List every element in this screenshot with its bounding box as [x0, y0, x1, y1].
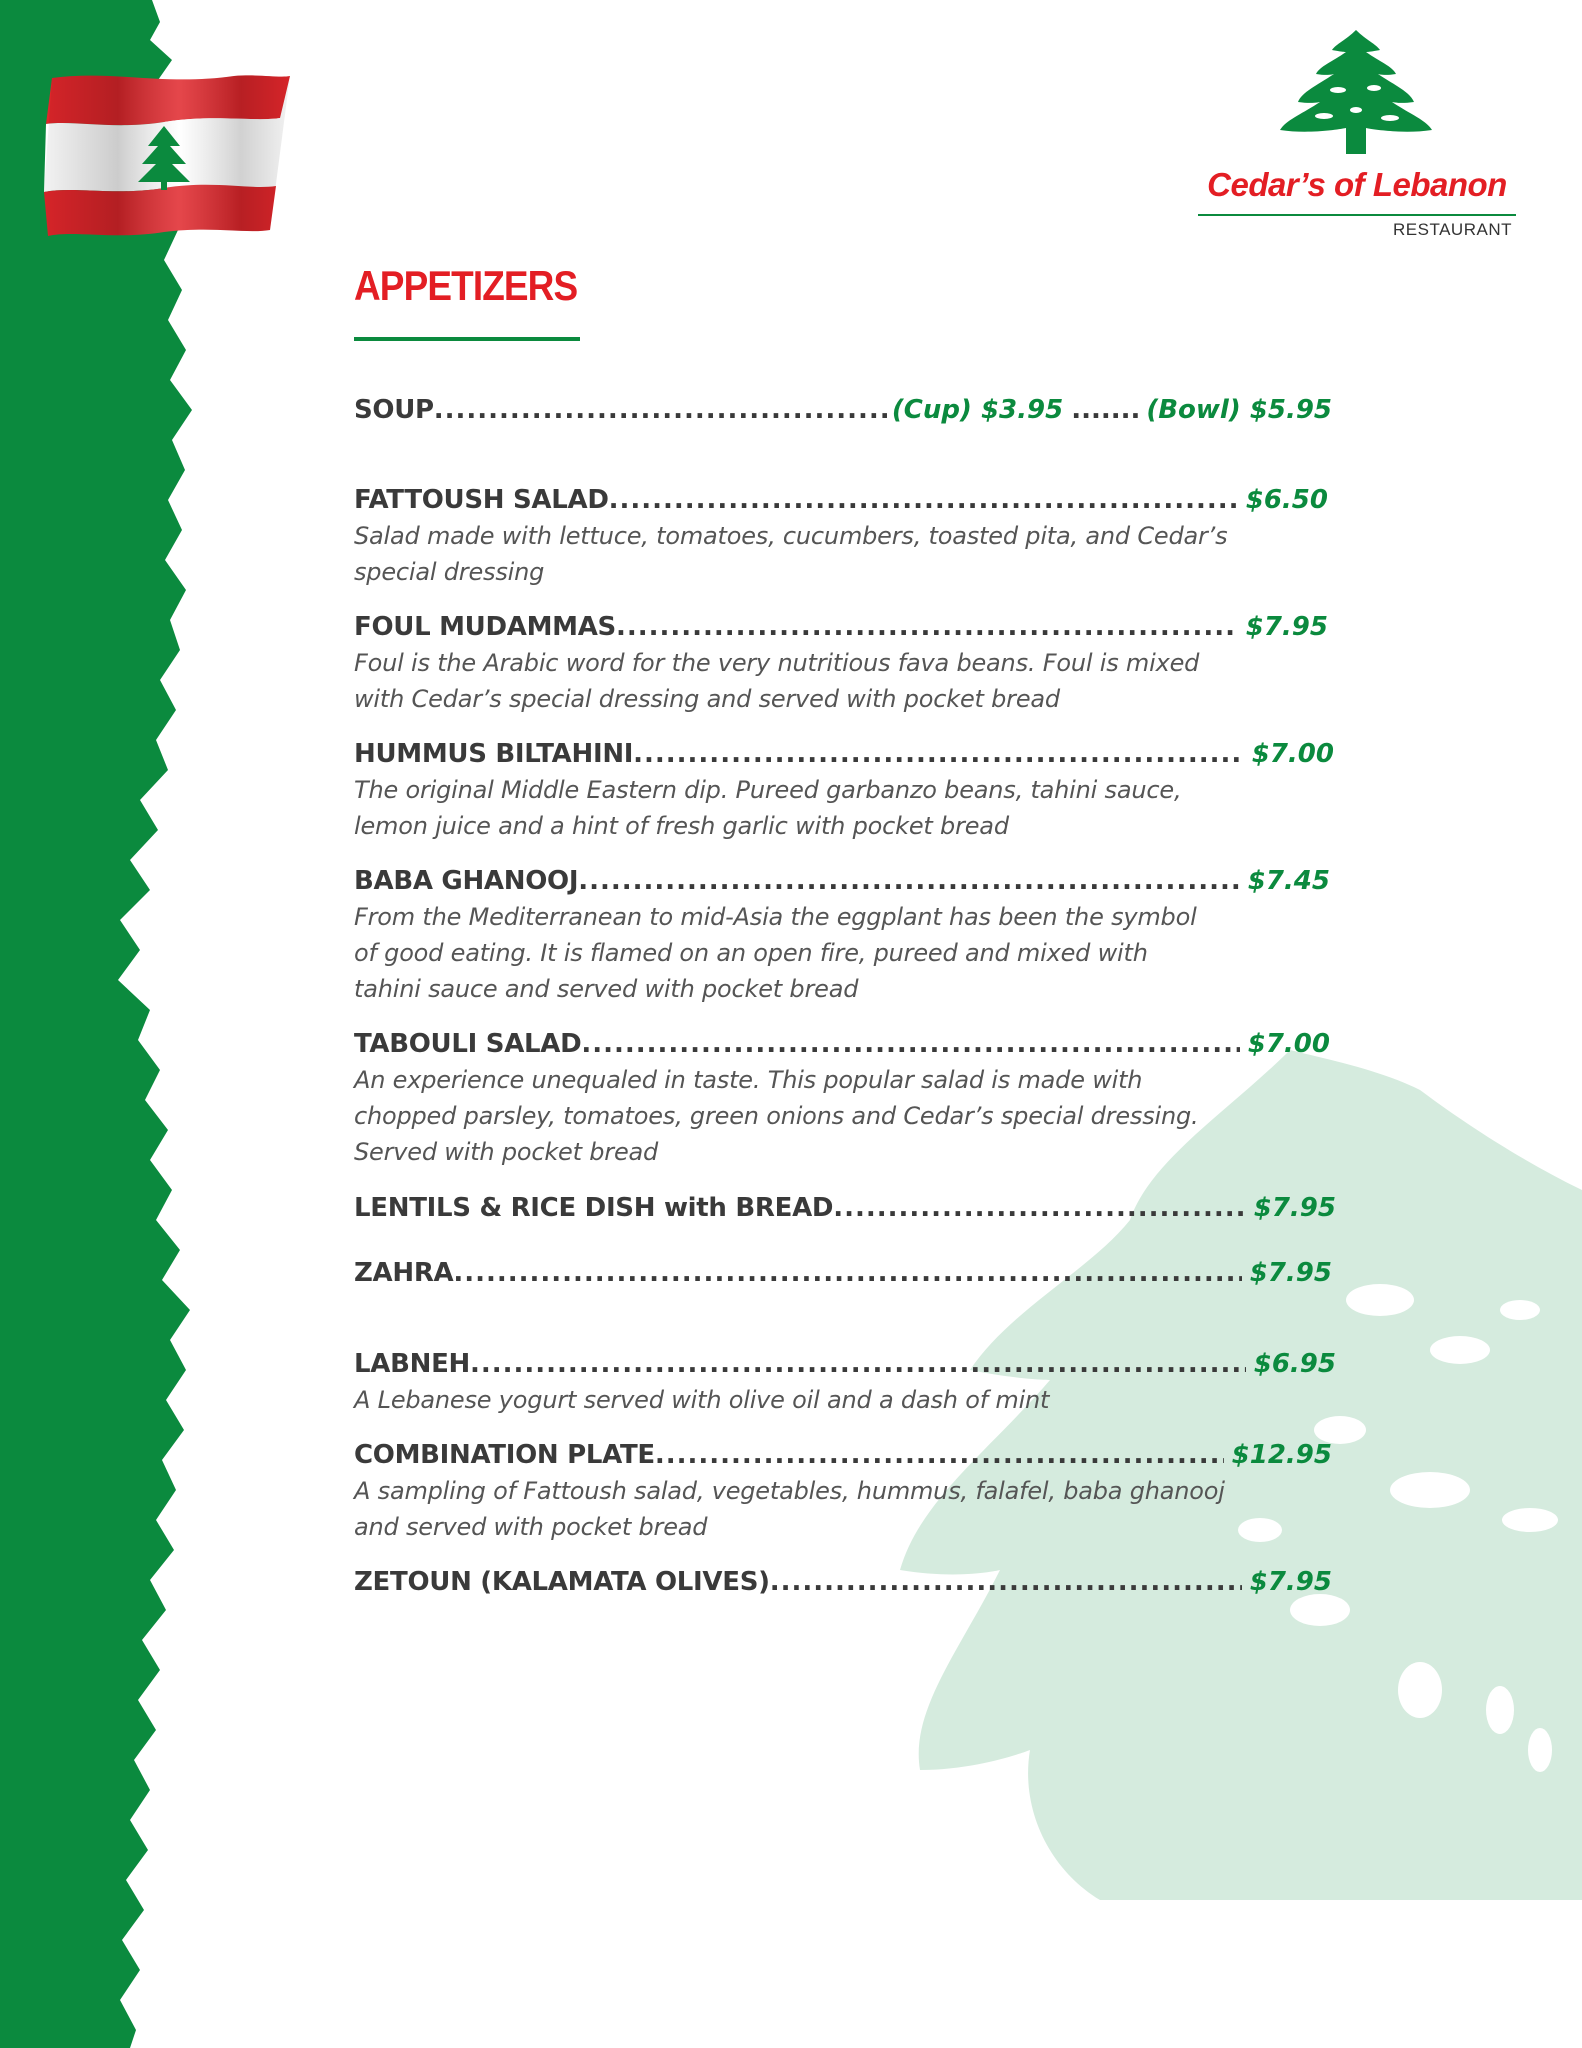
bowl-price: (Bowl) $5.95 — [1146, 395, 1332, 425]
item-price: $6.95 — [1253, 1349, 1336, 1379]
cup-price: (Cup) $3.95 — [891, 395, 1064, 425]
item-price: $7.95 — [1249, 1258, 1332, 1288]
menu-item-baba-ghanooj — [354, 863, 1330, 1007]
leader-dots — [470, 1346, 1246, 1382]
item-name: LABNEH — [354, 1349, 470, 1379]
menu-item-foul-mudammas — [354, 609, 1328, 717]
leader-dots: ....... — [1071, 395, 1141, 425]
item-description: The original Middle Eastern dip. Pureed garbanzo beans, tahini sauce, — [354, 776, 1182, 804]
leader-dots — [581, 1026, 1239, 1062]
item-name: LENTILS & RICE DISH with BREAD — [354, 1193, 834, 1223]
item-price: $7.45 — [1247, 866, 1330, 896]
item-price: $7.95 — [1245, 612, 1328, 642]
brand-name: Cedar’s of Lebanon — [1207, 166, 1507, 203]
item-description: Salad made with lettuce, tomatoes, cucumbers, toasted pita, and Cedar’s — [354, 522, 1228, 550]
item-name: SOUP — [354, 395, 434, 425]
item-price: $7.00 — [1247, 1029, 1330, 1059]
item-name: TABOULI SALAD — [354, 1029, 582, 1059]
item-name: ZAHRA — [354, 1258, 454, 1288]
brand-subtitle: RESTAURANT — [1393, 220, 1512, 239]
leader-dots — [453, 1255, 1241, 1291]
item-description: and served with pocket bread — [354, 1513, 708, 1541]
leader-dots — [434, 392, 892, 428]
menu-item-soup — [354, 392, 1332, 428]
cedar-tree-icon — [1276, 30, 1436, 162]
menu-item-labneh — [354, 1346, 1336, 1418]
menu-item-zetoun — [354, 1564, 1332, 1600]
item-description: tahini sauce and served with pocket bread — [354, 975, 859, 1003]
green-torn-sidebar — [0, 0, 240, 2048]
item-description: special dressing — [354, 558, 545, 586]
item-description: chopped parsley, tomatoes, green onions and Cedar’s special dressing. — [354, 1102, 1199, 1130]
item-description: An experience unequaled in taste. This popular salad is made with — [354, 1066, 1143, 1094]
section-underline — [354, 337, 580, 341]
item-name: BABA GHANOOJ — [354, 866, 579, 896]
leader-dots — [655, 1437, 1224, 1473]
menu-item-tabouli-salad — [354, 1026, 1330, 1170]
item-price: $6.50 — [1245, 485, 1328, 515]
item-name: FOUL MUDAMMAS — [354, 612, 616, 642]
logo-divider — [1198, 214, 1516, 216]
item-description: Foul is the Arabic word for the very nutritious fava beans. Foul is mixed — [354, 649, 1200, 677]
item-description: of good eating. It is flamed on an open fire, pureed and mixed with — [354, 939, 1148, 967]
leader-dots — [770, 1564, 1242, 1600]
item-price: $7.00 — [1251, 739, 1334, 769]
item-name: HUMMUS BILTAHINI — [354, 739, 634, 769]
item-price: $7.95 — [1249, 1567, 1332, 1597]
item-name: ZETOUN (KALAMATA OLIVES) — [354, 1567, 770, 1597]
menu-item-line — [354, 392, 1332, 428]
item-price: $7.95 — [1253, 1193, 1336, 1223]
leader-dots — [633, 736, 1244, 772]
item-name: COMBINATION PLATE — [354, 1440, 655, 1470]
menu-item-hummus-biltahini — [354, 736, 1334, 844]
restaurant-logo — [1196, 30, 1518, 246]
item-description: lemon juice and a hint of fresh garlic with pocket bread — [354, 812, 1009, 840]
item-description: A sampling of Fattoush salad, vegetables, hummus, falafel, baba ghanooj — [354, 1477, 1225, 1505]
leader-dots — [616, 609, 1238, 645]
item-description: with Cedar’s special dressing and served with pocket bread — [354, 685, 1060, 713]
leader-dots — [609, 482, 1238, 518]
item-price: $12.95 — [1231, 1440, 1332, 1470]
lebanese-flag-icon — [44, 70, 294, 240]
menu-item-fattoush-salad — [354, 482, 1328, 590]
menu-item-lentils-rice — [354, 1190, 1336, 1226]
section-title: APPETIZERS — [354, 262, 578, 309]
leader-dots — [578, 863, 1240, 899]
menu-item-zahra — [354, 1255, 1332, 1291]
item-name: FATTOUSH SALAD — [354, 485, 609, 515]
menu-item-combination-plate — [354, 1437, 1332, 1545]
item-description: A Lebanese yogurt served with olive oil and a dash of mint — [354, 1386, 1050, 1414]
leader-dots — [833, 1190, 1246, 1226]
item-description: Served with pocket bread — [354, 1138, 659, 1166]
item-description: From the Mediterranean to mid-Asia the eggplant has been the symbol — [354, 903, 1197, 931]
